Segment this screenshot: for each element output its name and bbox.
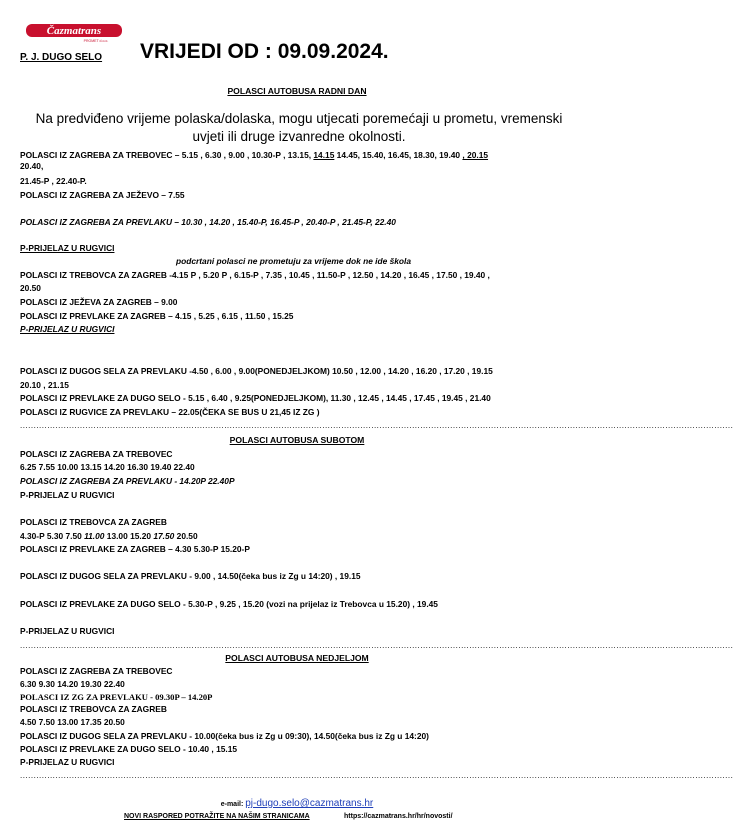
text-segment: 14.45, 15.40, 16.45, 18.30, 19.40 bbox=[334, 150, 463, 160]
legend-p-rugvica: P-PRIJELAZ U RUGVICI bbox=[20, 626, 115, 636]
legend-p-rugvica: P-PRIJELAZ U RUGVICI bbox=[20, 324, 115, 334]
text-segment: 13.00 15.20 bbox=[104, 531, 154, 541]
saturday-times bbox=[20, 531, 198, 542]
saturday-line: POLASCI IZ ZAGREBA ZA TREBOVEC bbox=[20, 449, 173, 459]
saturday-line: POLASCI IZ TREBOVCA ZA ZAGREB bbox=[20, 517, 167, 527]
separator: ...................................................................................................................................................................................................................................................................... bbox=[20, 641, 733, 650]
text-segment: POLASCI IZ ZAGREBA ZA TREBOVEC – 5.15 , 6.30 , 9.00 , 10.30-P , 13.15, bbox=[20, 150, 314, 160]
saturday-section-title: POLASCI AUTOBUSA SUBOTOM bbox=[229, 435, 365, 445]
weekday-line-dugoselo-prevlaka: POLASCI IZ DUGOG SELA ZA PREVLAKU -4.50 , 6.00 , 9.00(PONEDJELJKOM) 10.50 , 12.00 , 14.20 , 16.20 , 17.20 , 19.15 bbox=[20, 366, 493, 376]
underline-legend-note: podcrtani polasci ne prometuju za vrijeme dok ne ide škola bbox=[176, 256, 412, 266]
sunday-line-prevlaka-dugoselo: POLASCI IZ PREVLAKE ZA DUGO SELO - 10.40 , 15.15 bbox=[20, 744, 238, 754]
website-link[interactable]: https://cazmatrans.hr/hr/novosti/ bbox=[344, 813, 453, 820]
saturday-line-zagreb-prevlaka: POLASCI IZ ZAGREBA ZA PREVLAKU - 14.20P 22.40P bbox=[20, 476, 235, 486]
weekday-line-cont: 20.10 , 21.15 bbox=[20, 380, 69, 390]
legend-p-rugvica: P-PRIJELAZ U RUGVICI bbox=[20, 243, 115, 253]
weekday-line-prevlaka-dugoselo: POLASCI IZ PREVLAKE ZA DUGO SELO - 5.15 , 6.40 , 9.25(PONEDJELJKOM), 11.30 , 12.45 , 14.45 , 17.45 , 19.45 , 21.40 bbox=[20, 393, 491, 403]
svg-text:Čazmatrans: Čazmatrans bbox=[46, 25, 102, 37]
text-segment: 20.50 bbox=[174, 531, 198, 541]
saturday-line-dugoselo-prevlaka: POLASCI IZ DUGOG SELA ZA PREVLAKU - 9.00 , 14.50(čeka bus iz Zg u 14:20) , 19.15 bbox=[20, 571, 361, 581]
sunday-section-title: POLASCI AUTOBUSA NEDJELJOM bbox=[225, 653, 369, 663]
sunday-line: POLASCI IZ TREBOVCA ZA ZAGREB bbox=[20, 704, 167, 714]
text-segment: 4.30-P 5.30 7.50 bbox=[20, 531, 85, 541]
valid-from-heading: VRIJEDI OD : 09.09.2024. bbox=[140, 40, 389, 63]
company-logo bbox=[26, 22, 122, 44]
email-link[interactable]: pj-dugo.selo@cazmatrans.hr bbox=[245, 798, 374, 809]
weekday-line-trebovec-zagreb: POLASCI IZ TREBOVCA ZA ZAGREB -4.15 P , 5.20 P , 6.15-P , 7.35 , 10.45 , 11.50-P , 12.50 , 14.20 , 16.45 , 17.50 , 19.40 , bbox=[20, 270, 490, 280]
sunday-times: 4.50 7.50 13.00 17.35 20.50 bbox=[20, 717, 125, 727]
unit-label: P. J. DUGO SELO bbox=[20, 52, 103, 63]
email-label: e-mail: bbox=[220, 801, 246, 808]
weekday-line-zagreb-trebovec bbox=[20, 150, 488, 161]
sunday-times: 6.30 9.30 14.20 19.30 22.40 bbox=[20, 679, 125, 689]
legend-p-rugvica: P-PRIJELAZ U RUGVICI bbox=[20, 490, 115, 500]
disruption-notice: Na predviđeno vrijeme polaska/dolaska, mogu utjecati poremećaji u prometu, vremenski uvjeti ili druge izvanredne okolnosti. bbox=[35, 111, 563, 144]
saturday-line-prevlaka-dugoselo: POLASCI IZ PREVLAKE ZA DUGO SELO - 5.30-P , 9.25 , 15.20 (vozi na prijelaz iz Trebovca u 15.20) , 19.45 bbox=[20, 599, 438, 609]
sunday-line-zg-prevlaka: POLASCI IZ ZG ZA PREVLAKU - 09.30P – 14.20P bbox=[20, 692, 213, 702]
saturday-times: 6.25 7.55 10.00 13.15 14.20 16.30 19.40 22.40 bbox=[20, 462, 195, 472]
legend-p-rugvica: P-PRIJELAZ U RUGVICI bbox=[20, 757, 115, 767]
weekday-line-rugvica-prevlaka: POLASCI IZ RUGVICE ZA PREVLAKU – 22.05(ČEKA SE BUS U 21,45 IZ ZG ) bbox=[20, 407, 320, 417]
weekday-line-zagreb-prevlaka: POLASCI IZ ZAGREBA ZA PREVLAKU – 10.30 , 14.20 , 15.40-P, 16.45-P , 20.40-P , 21.45-P, 22.40 bbox=[20, 217, 396, 227]
weekday-line-jezevo-zagreb: POLASCI IZ JEŽEVA ZA ZAGREB – 9.00 bbox=[20, 297, 178, 307]
weekday-section-title: POLASCI AUTOBUSA RADNI DAN bbox=[227, 86, 367, 96]
sunday-line: POLASCI IZ ZAGREBA ZA TREBOVEC bbox=[20, 666, 173, 676]
underlined-departure: , 20.15 bbox=[462, 150, 489, 160]
weekday-line-cont: 20.40, bbox=[20, 161, 44, 171]
weekday-line-cont: 20.50 bbox=[20, 283, 41, 293]
italic-departure: 17.50 bbox=[153, 531, 175, 541]
sunday-line-dugoselo-prevlaka: POLASCI IZ DUGOG SELA ZA PREVLAKU - 10.00(čeka bus iz Zg u 09:30), 14.50(čeka bus iz Zg u 14:20) bbox=[20, 731, 429, 741]
separator: ...................................................................................................................................................................................................................................................................... bbox=[20, 771, 733, 780]
weekday-line-zagreb-jezevo: POLASCI IZ ZAGREBA ZA JEŽEVO – 7.55 bbox=[20, 190, 185, 200]
footer-note: NOVI RASPORED POTRAŽITE NA NAŠIM STRANICAMA bbox=[124, 813, 310, 820]
weekday-line: 21.45-P , 22.40-P. bbox=[20, 176, 87, 186]
italic-departure: 11.00 bbox=[84, 531, 105, 541]
underlined-departure: 14.15 bbox=[313, 150, 335, 160]
weekday-line-prevlaka-zagreb: POLASCI IZ PREVLAKE ZA ZAGREB – 4.15 , 5.25 , 6.15 , 11.50 , 15.25 bbox=[20, 311, 294, 321]
logo-graphic bbox=[26, 22, 122, 44]
svg-text:PROMET d.o.o.: PROMET d.o.o. bbox=[83, 39, 109, 43]
separator: ...................................................................................................................................................................................................................................................................... bbox=[20, 421, 733, 430]
footer-email-line bbox=[0, 798, 594, 809]
saturday-line-prevlaka-zagreb: POLASCI IZ PREVLAKE ZA ZAGREB – 4.30 5.30-P 15.20-P bbox=[20, 544, 250, 554]
